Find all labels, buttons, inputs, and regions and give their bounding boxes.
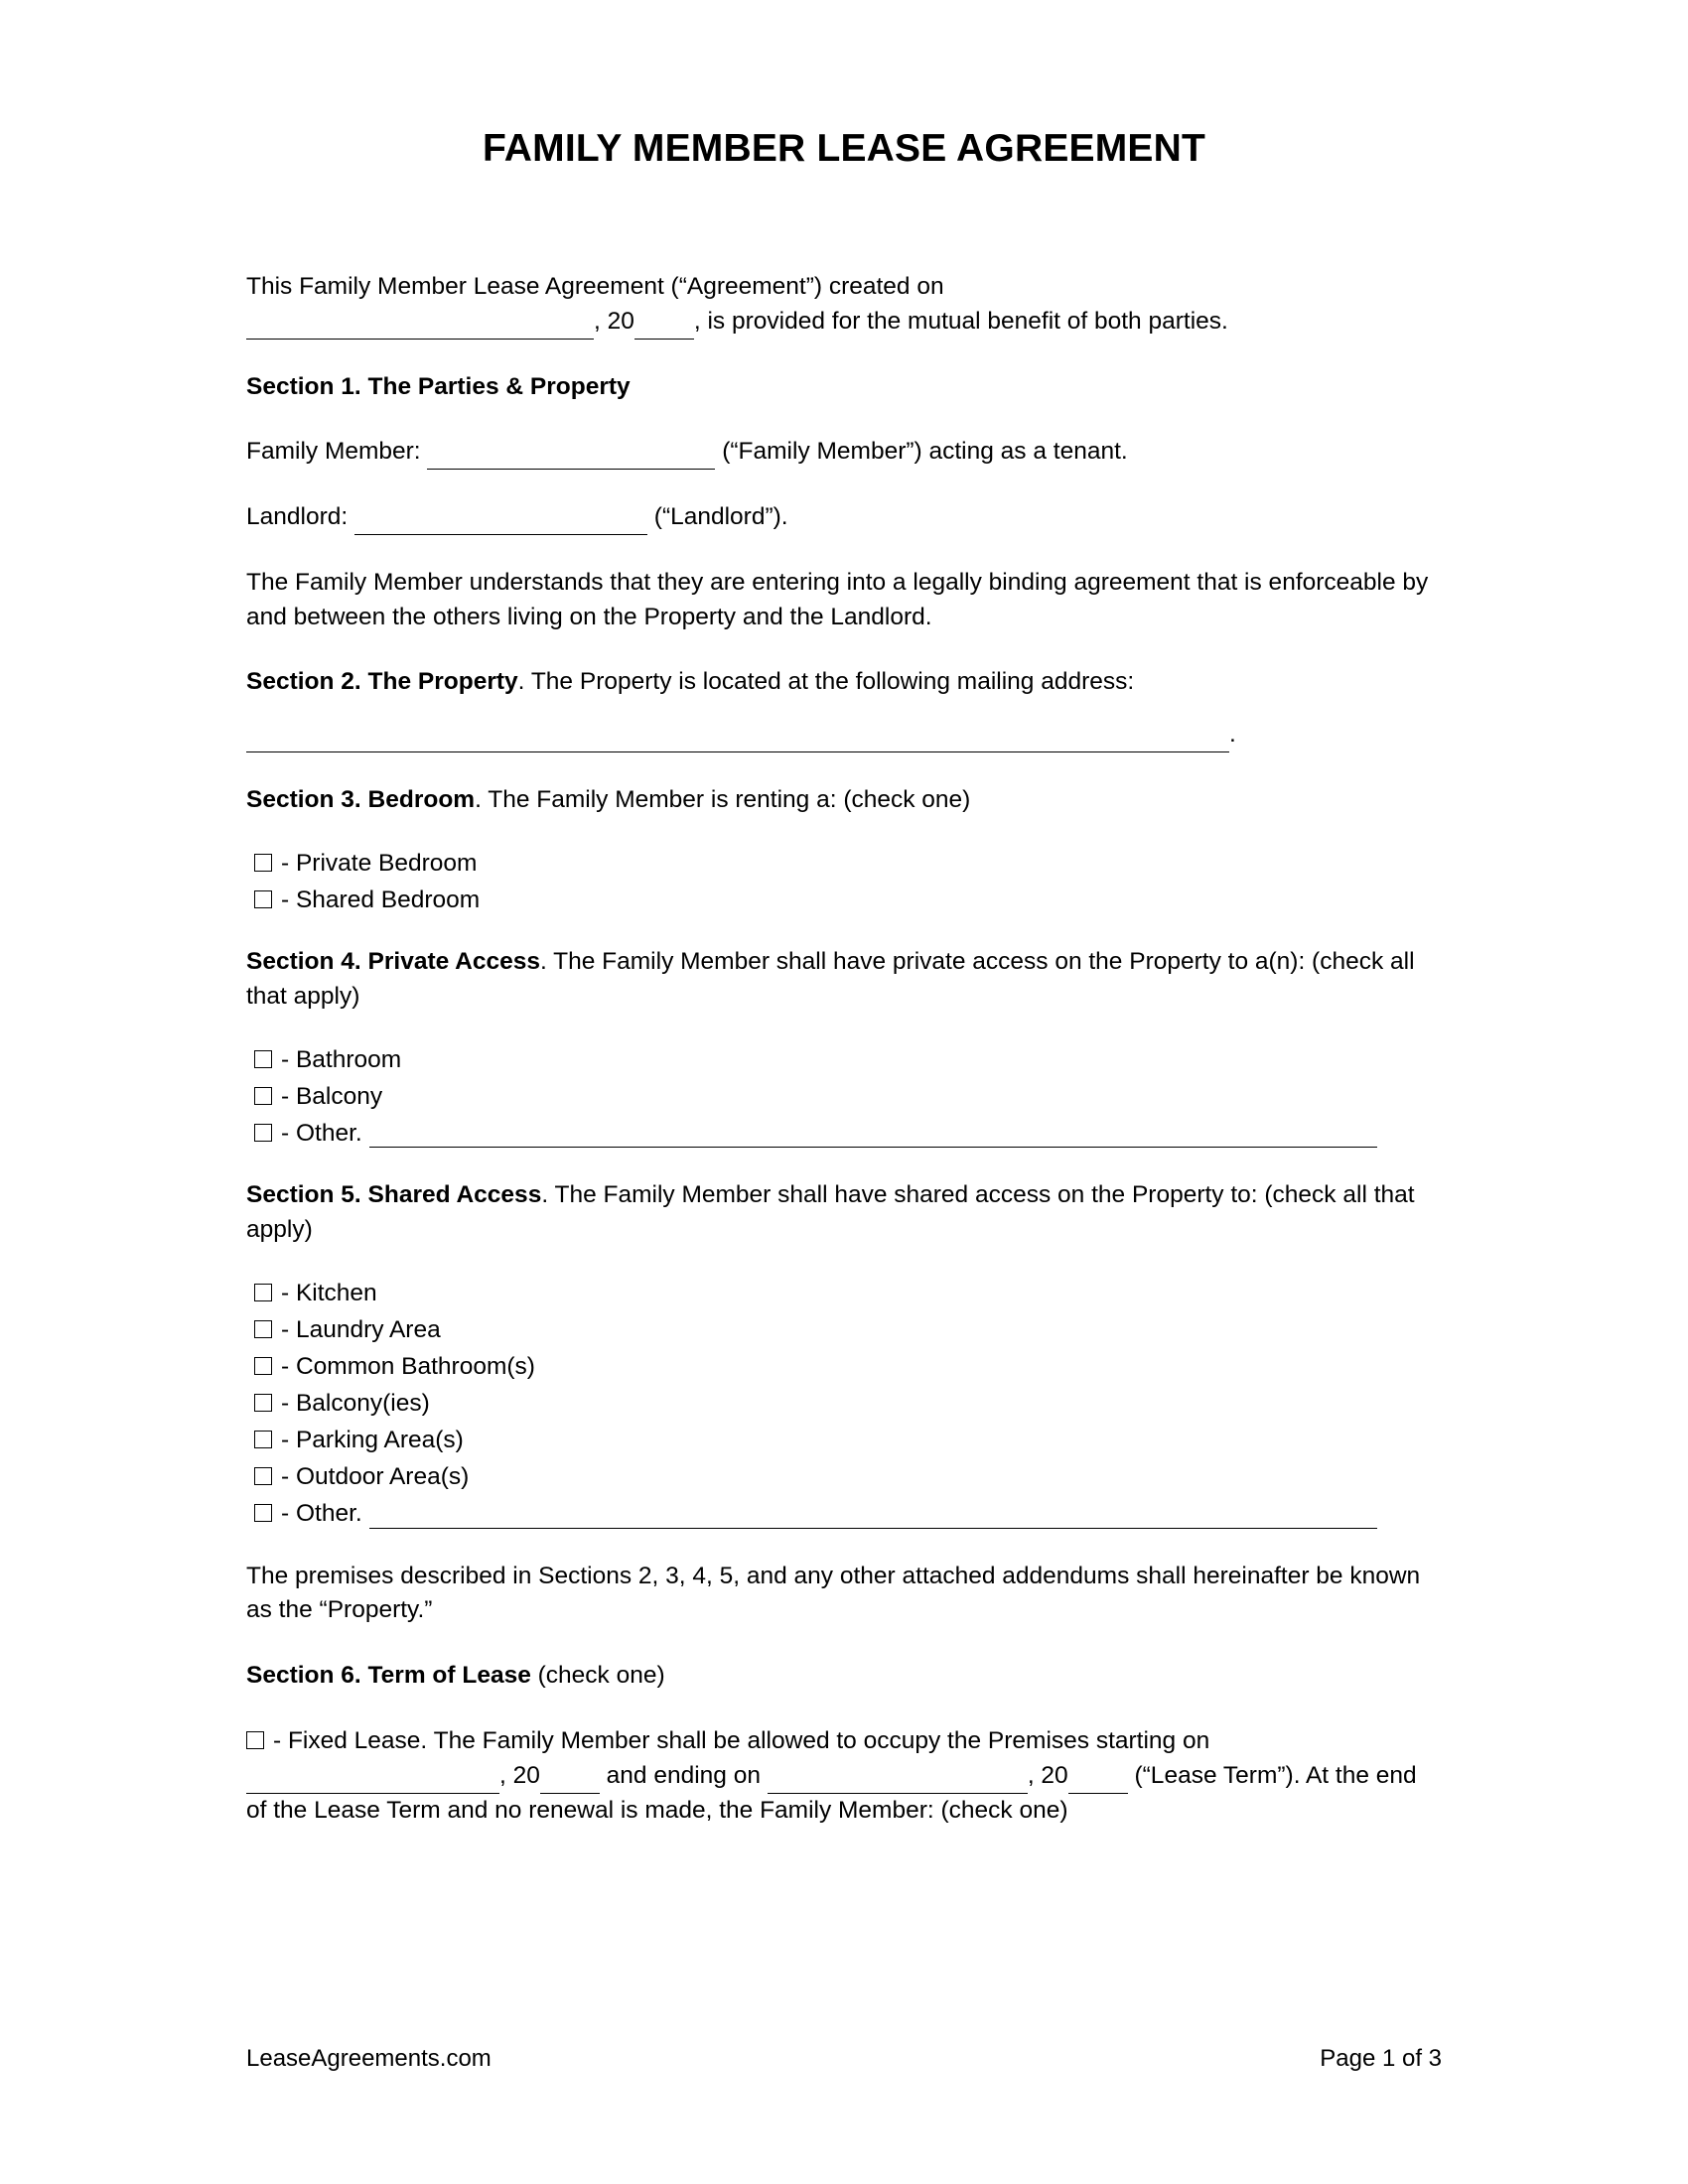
section-5-options xyxy=(246,1279,1442,1529)
checkbox-icon[interactable] xyxy=(254,890,272,908)
list-item[interactable] xyxy=(246,1389,1442,1418)
list-item[interactable] xyxy=(246,1045,1442,1074)
list-item[interactable] xyxy=(246,886,1442,914)
list-item[interactable] xyxy=(246,1352,1442,1381)
family-member-suffix: (“Family Member”) acting as a tenant. xyxy=(722,438,1128,466)
checkbox-icon[interactable] xyxy=(254,1320,272,1338)
section-4-options xyxy=(246,1045,1442,1148)
fixed-lease-part5: (“Lease Term”). At the end of the Lease Term and no renewal is made, the Family Member: (check one) xyxy=(246,1761,1417,1824)
section-2-text: . The Property is located at the following mailing address: xyxy=(517,668,1135,696)
fixed-lease-part2: , 20 xyxy=(499,1761,540,1789)
footer-brand: LeaseAgreements.com xyxy=(246,2045,492,2072)
checkbox-icon[interactable] xyxy=(254,1284,272,1301)
list-item-other[interactable] xyxy=(246,1499,1442,1528)
section-6-paragraph xyxy=(246,1659,1442,1694)
section-4-paragraph xyxy=(246,945,1442,1015)
intro-paragraph xyxy=(246,270,1442,340)
checkbox-icon[interactable] xyxy=(254,1504,272,1522)
fixed-lease-part4: , 20 xyxy=(1027,1761,1068,1789)
landlord-line xyxy=(246,500,1442,535)
intro-text-part2: , 20 xyxy=(594,307,634,335)
section-2-paragraph xyxy=(246,665,1442,700)
section-6-heading: Section 6. Term of Lease xyxy=(246,1662,531,1690)
family-member-label: Family Member: xyxy=(246,438,421,466)
lease-start-blank[interactable] xyxy=(246,1767,499,1794)
list-item[interactable] xyxy=(246,1462,1442,1491)
intro-text-part1: This Family Member Lease Agreement (“Agreement”) created on xyxy=(246,273,944,300)
option-label: - Shared Bedroom xyxy=(281,886,481,913)
checkbox-icon[interactable] xyxy=(254,854,272,872)
list-item[interactable] xyxy=(246,849,1442,878)
checkbox-icon[interactable] xyxy=(254,1431,272,1448)
option-label: - Parking Area(s) xyxy=(281,1427,464,1454)
option-label: - Kitchen xyxy=(281,1279,377,1306)
date-blank[interactable] xyxy=(246,313,594,340)
page-title: FAMILY MEMBER LEASE AGREEMENT xyxy=(482,127,1206,170)
checkbox-icon[interactable] xyxy=(254,1394,272,1412)
section-5-paragraph xyxy=(246,1178,1442,1248)
address-blank-1[interactable] xyxy=(246,726,681,752)
lease-end-blank[interactable] xyxy=(768,1767,1028,1794)
intro-text-part3: , is provided for the mutual benefit of both parties. xyxy=(693,307,1228,335)
premises-paragraph: The premises described in Sections 2, 3, 4, 5, and any other attached addendums shall hereinafter be known as the “Property.” xyxy=(246,1562,1421,1624)
option-label: - Private Bedroom xyxy=(281,849,478,877)
checkbox-icon[interactable] xyxy=(254,1087,272,1105)
option-label: - Common Bathroom(s) xyxy=(281,1352,535,1380)
landlord-blank[interactable] xyxy=(354,508,647,535)
section-3-heading: Section 3. Bedroom xyxy=(246,786,476,814)
family-member-line xyxy=(246,435,1442,470)
list-item[interactable] xyxy=(246,1082,1442,1111)
landlord-label: Landlord: xyxy=(246,503,349,531)
fixed-lease-part1: - Fixed Lease. The Family Member shall be allowed to occupy the Premises starting on xyxy=(273,1726,1210,1754)
section-3-paragraph xyxy=(246,783,1442,818)
section-6-text: (check one) xyxy=(530,1662,665,1690)
section-1-heading: Section 1. The Parties & Property xyxy=(246,372,631,400)
section-4-text: . The Family Member shall have private access on the Property to a(n): (check all that apply) xyxy=(246,948,1415,1010)
list-item[interactable] xyxy=(246,1315,1442,1344)
checkbox-icon[interactable] xyxy=(254,1124,272,1142)
list-item[interactable] xyxy=(246,1426,1442,1454)
fixed-lease-part3: and ending on xyxy=(599,1761,761,1789)
option-label: - Other. xyxy=(281,1119,362,1147)
landlord-suffix: (“Landlord”). xyxy=(653,503,788,531)
section-3-text: . The Family Member is renting a: (check one) xyxy=(475,786,971,814)
option-label: - Bathroom xyxy=(281,1045,402,1073)
section-4-heading: Section 4. Private Access xyxy=(246,948,540,976)
option-label: - Balcony xyxy=(281,1082,383,1110)
footer-page-number: Page 1 of 3 xyxy=(1320,2045,1442,2072)
fixed-lease-paragraph xyxy=(246,1724,1442,1828)
document-body xyxy=(0,270,1688,1828)
checkbox-icon[interactable] xyxy=(254,1050,272,1068)
option-label: - Balcony(ies) xyxy=(281,1390,430,1418)
list-item-other[interactable] xyxy=(246,1119,1442,1148)
option-label: - Other. xyxy=(281,1500,362,1528)
section-2-address-line xyxy=(246,718,1442,752)
binding-paragraph: The Family Member understands that they are entering into a legally binding agreement that is enforceable by and between the others living on the Property and the Landlord. xyxy=(246,568,1429,630)
section-5-text: . The Family Member shall have shared access on the Property to: (check all that apply) xyxy=(246,1181,1415,1243)
section-5-heading: Section 5. Shared Access xyxy=(246,1181,542,1209)
year-blank[interactable] xyxy=(634,313,694,340)
list-item[interactable] xyxy=(246,1279,1442,1307)
lease-end-year-blank[interactable] xyxy=(1068,1767,1128,1794)
other-blank[interactable] xyxy=(369,1502,1377,1529)
page-footer xyxy=(246,2045,1442,2073)
section-2-heading: Section 2. The Property xyxy=(246,668,518,696)
family-member-blank[interactable] xyxy=(427,443,715,470)
checkbox-icon[interactable] xyxy=(254,1467,272,1485)
address-blank-2[interactable] xyxy=(681,726,1229,752)
section-2-period: . xyxy=(1229,721,1236,749)
other-blank[interactable] xyxy=(369,1121,1377,1148)
section-3-options xyxy=(246,849,1442,914)
lease-start-year-blank[interactable] xyxy=(540,1767,600,1794)
checkbox-icon[interactable] xyxy=(254,1357,272,1375)
checkbox-icon[interactable] xyxy=(246,1731,264,1749)
option-label: - Outdoor Area(s) xyxy=(281,1463,470,1491)
option-label: - Laundry Area xyxy=(281,1315,441,1343)
